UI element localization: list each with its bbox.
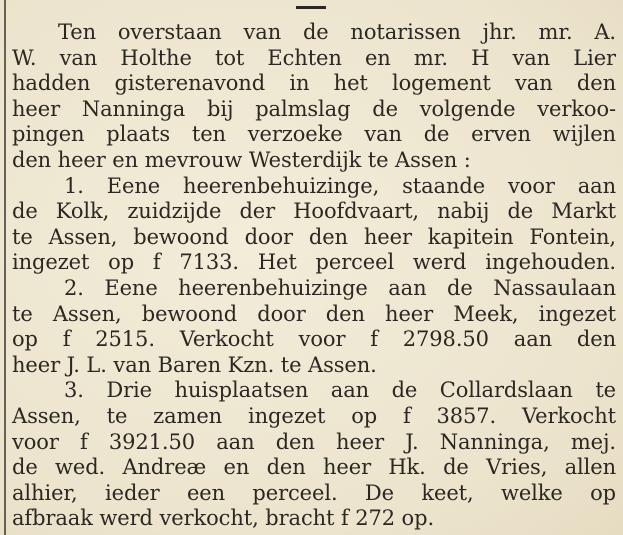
article-line: alhier, ieder een perceel. De keet, welke op — [12, 480, 616, 505]
article-line: ingezet op f 7133. Het perceel werd ingehouden. — [12, 250, 616, 275]
article-line: den heer en mevrouw Westerdijk te Assen : — [12, 147, 471, 172]
article-line: hadden gisterenavond in het logement van den — [12, 71, 616, 96]
article-text — [12, 20, 616, 532]
article-separator-dash — [296, 6, 326, 9]
article-line: 1. Eene heerenbehuizinge, staande voor aan — [64, 173, 616, 198]
article-line: afbraak werd verkocht, bracht f 272 op. — [12, 506, 435, 531]
article-line: heer Nanninga bij palmslag de volgende verkoo- — [12, 96, 616, 121]
article-line: de wed. Andreæ en den heer Hk. de Vries, allen — [12, 455, 616, 480]
article-line: de Kolk, zuidzijde der Hoofdvaart, nabij de Markt — [12, 199, 616, 224]
article-line: 3. Drie huisplaatsen aan de Collardslaan te — [64, 378, 616, 403]
article-line: 2. Eene heerenbehuizinge aan de Nassaulaan — [64, 275, 616, 300]
article-line: voor f 3921.50 aan den heer J. Nanninga, mej. — [12, 429, 616, 454]
article-line: pingen plaats ten verzoeke van de erven wijlen — [12, 122, 616, 147]
article-line: Ten overstaan van de notarissen jhr. mr. A. — [58, 20, 616, 44]
article-line: W. van Holthe tot Echten en mr. H van Lier — [12, 45, 616, 70]
article-line: te Assen, bewoond door den heer kapitein Fontein, — [12, 224, 616, 249]
article-line: te Assen, bewoond door den heer Meek, ingezet — [12, 301, 616, 326]
column-rule — [4, 0, 6, 535]
article-line: Assen, te zamen ingezet op f 3857. Verkocht — [12, 403, 616, 428]
article-line: op f 2515. Verkocht voor f 2798.50 aan den — [12, 327, 616, 352]
article-line: heer J. L. van Baren Kzn. te Assen. — [12, 352, 377, 377]
